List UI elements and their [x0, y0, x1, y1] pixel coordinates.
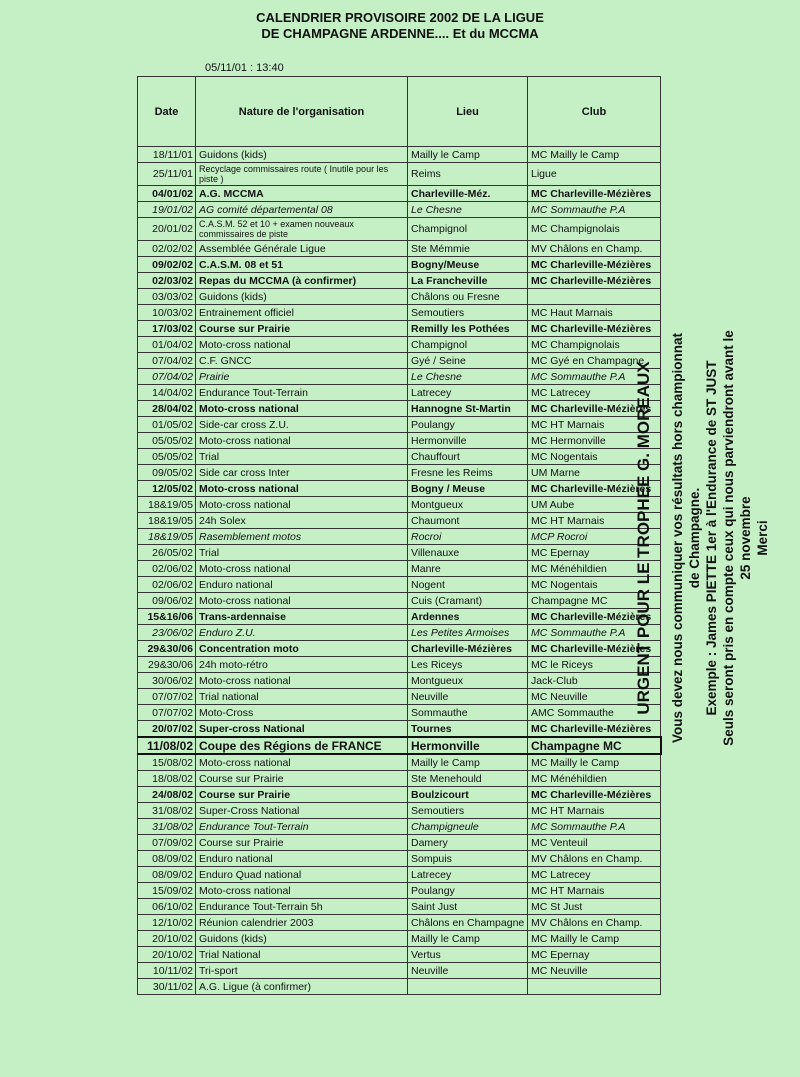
nature-cell: Enduro Quad national — [196, 867, 408, 883]
table-row — [138, 883, 661, 899]
nature-cell: Moto-cross national — [196, 401, 408, 417]
table-row — [138, 803, 661, 819]
nature-cell: C.F. GNCC — [196, 353, 408, 369]
date-cell: 01/04/02 — [138, 337, 196, 353]
table-row — [138, 481, 661, 497]
nature-cell: Trial national — [196, 689, 408, 705]
lieu-cell: Tournes — [408, 721, 528, 738]
nature-cell: Course sur Prairie — [196, 835, 408, 851]
club-cell: MC Sommauthe P.A — [528, 625, 661, 641]
table-row — [138, 353, 661, 369]
table-row — [138, 289, 661, 305]
header-club: Club — [528, 77, 661, 147]
date-cell: 06/10/02 — [138, 899, 196, 915]
date-cell: 10/03/02 — [138, 305, 196, 321]
nature-cell: Moto-cross national — [196, 754, 408, 771]
lieu-cell: Manre — [408, 561, 528, 577]
nature-cell: Recyclage commissaires route ( Inutile pour les piste ) — [196, 163, 408, 186]
nature-cell: Moto-cross national — [196, 433, 408, 449]
lieu-cell: Charleville-Mézières — [408, 641, 528, 657]
table-row — [138, 593, 661, 609]
calendar-table — [137, 76, 662, 995]
lieu-cell: Chauffourt — [408, 449, 528, 465]
header-row — [138, 77, 661, 147]
nature-cell: Course sur Prairie — [196, 787, 408, 803]
lieu-cell: Bogny/Meuse — [408, 257, 528, 273]
table-row — [138, 147, 661, 163]
club-cell: MC Epernay — [528, 947, 661, 963]
date-cell: 29&30/06 — [138, 641, 196, 657]
table-row — [138, 963, 661, 979]
date-cell: 07/07/02 — [138, 705, 196, 721]
nature-cell: Trial — [196, 545, 408, 561]
table-row — [138, 979, 661, 995]
lieu-cell: Hermonville — [408, 433, 528, 449]
nature-cell: AG comité départemental 08 — [196, 202, 408, 218]
date-cell: 03/03/02 — [138, 289, 196, 305]
lieu-cell: Hermonville — [408, 737, 528, 754]
lieu-cell: Cuis (Cramant) — [408, 593, 528, 609]
table-row — [138, 851, 661, 867]
nature-cell: Super-cross National — [196, 721, 408, 738]
club-cell: MC Sommauthe P.A — [528, 369, 661, 385]
table-row — [138, 819, 661, 835]
table-row — [138, 754, 661, 771]
nature-cell: Moto-cross national — [196, 593, 408, 609]
lieu-cell: Montgueux — [408, 497, 528, 513]
club-cell: MC Hermonville — [528, 433, 661, 449]
nature-cell: Tri-sport — [196, 963, 408, 979]
date-cell: 04/01/02 — [138, 186, 196, 202]
timestamp: 05/11/01 : 13:40 — [205, 62, 284, 74]
table-row — [138, 385, 661, 401]
nature-cell: Enduro national — [196, 577, 408, 593]
lieu-cell: Fresne les Reims — [408, 465, 528, 481]
lieu-cell: Sommauthe — [408, 705, 528, 721]
lieu-cell: Champigneule — [408, 819, 528, 835]
club-cell: MC HT Marnais — [528, 417, 661, 433]
title-line-2: DE CHAMPAGNE ARDENNE.... Et du MCCMA — [261, 26, 539, 41]
lieu-cell: Ardennes — [408, 609, 528, 625]
table-row — [138, 577, 661, 593]
club-cell: MC Nogentais — [528, 577, 661, 593]
club-cell — [528, 289, 661, 305]
club-cell: Ligue — [528, 163, 661, 186]
lieu-cell: Damery — [408, 835, 528, 851]
urgent-heading: URGENT POUR LE TROPHEE G. MOREAUX — [634, 361, 653, 715]
nature-cell: Moto-cross national — [196, 337, 408, 353]
club-cell: MC Mailly le Camp — [528, 754, 661, 771]
lieu-cell — [408, 979, 528, 995]
nature-cell: Moto-cross national — [196, 561, 408, 577]
date-cell: 15/09/02 — [138, 883, 196, 899]
table-row — [138, 529, 661, 545]
lieu-cell: Villenauxe — [408, 545, 528, 561]
nature-cell: Enduro national — [196, 851, 408, 867]
club-cell: MC Neuville — [528, 689, 661, 705]
club-cell: MC HT Marnais — [528, 883, 661, 899]
lieu-cell: Mailly le Camp — [408, 931, 528, 947]
nature-cell: Trial National — [196, 947, 408, 963]
club-cell: MC le Riceys — [528, 657, 661, 673]
lieu-cell: La Francheville — [408, 273, 528, 289]
date-cell: 18/11/01 — [138, 147, 196, 163]
header-date: Date — [138, 77, 196, 147]
club-cell: MC Charleville-Mézières — [528, 273, 661, 289]
nature-cell: Endurance Tout-Terrain 5h — [196, 899, 408, 915]
table-row — [138, 417, 661, 433]
date-cell: 09/05/02 — [138, 465, 196, 481]
side-note — [633, 328, 771, 748]
club-cell: MC Charleville-Mézières — [528, 787, 661, 803]
table-row — [138, 465, 661, 481]
club-cell: MC Charleville-Mézières — [528, 481, 661, 497]
lieu-cell: Mailly le Camp — [408, 754, 528, 771]
nature-cell: 24h Solex — [196, 513, 408, 529]
note-line-4: Merci — [755, 520, 770, 556]
date-cell: 29&30/06 — [138, 657, 196, 673]
date-cell: 18&19/05 — [138, 497, 196, 513]
lieu-cell: Gyé / Seine — [408, 353, 528, 369]
date-cell: 09/02/02 — [138, 257, 196, 273]
header-lieu: Lieu — [408, 77, 528, 147]
date-cell: 07/04/02 — [138, 369, 196, 385]
nature-cell: Course sur Prairie — [196, 321, 408, 337]
club-cell: MC Charleville-Mézières — [528, 721, 661, 738]
nature-cell: Enduro Z.U. — [196, 625, 408, 641]
club-cell: MC Champignolais — [528, 218, 661, 241]
nature-cell: 24h moto-rétro — [196, 657, 408, 673]
nature-cell: Moto-Cross — [196, 705, 408, 721]
nature-cell: Trial — [196, 449, 408, 465]
date-cell: 18&19/05 — [138, 513, 196, 529]
club-cell: MC Charleville-Mézières — [528, 641, 661, 657]
date-cell: 11/08/02 — [138, 737, 196, 754]
club-cell: AMC Sommauthe — [528, 705, 661, 721]
club-cell: MC Champignolais — [528, 337, 661, 353]
club-cell: MC Epernay — [528, 545, 661, 561]
lieu-cell: Montgueux — [408, 673, 528, 689]
lieu-cell: Le Chesne — [408, 369, 528, 385]
lieu-cell: Sompuis — [408, 851, 528, 867]
table-row — [138, 625, 661, 641]
club-cell: MC St Just — [528, 899, 661, 915]
table-row — [138, 657, 661, 673]
date-cell: 26/05/02 — [138, 545, 196, 561]
nature-cell: Coupe des Régions de FRANCE — [196, 737, 408, 754]
date-cell: 20/07/02 — [138, 721, 196, 738]
table-row — [138, 202, 661, 218]
nature-cell: Repas du MCCMA (à confirmer) — [196, 273, 408, 289]
nature-cell: Prairie — [196, 369, 408, 385]
nature-cell: Guidons (kids) — [196, 289, 408, 305]
club-cell — [528, 979, 661, 995]
nature-cell: Guidons (kids) — [196, 931, 408, 947]
lieu-cell: Châlons en Champagne — [408, 915, 528, 931]
date-cell: 02/06/02 — [138, 561, 196, 577]
nature-cell: C.A.S.M. 52 et 10 + examen nouveaux commissaires de piste — [196, 218, 408, 241]
table-row — [138, 915, 661, 931]
date-cell: 07/04/02 — [138, 353, 196, 369]
table-row — [138, 401, 661, 417]
club-cell: MV Châlons en Champ. — [528, 241, 661, 257]
table-row — [138, 257, 661, 273]
nature-cell: Super-Cross National — [196, 803, 408, 819]
club-cell: MC Venteuil — [528, 835, 661, 851]
table-row — [138, 369, 661, 385]
lieu-cell: Le Chesne — [408, 202, 528, 218]
date-cell: 15&16/06 — [138, 609, 196, 625]
nature-cell: Réunion calendrier 2003 — [196, 915, 408, 931]
table-row — [138, 321, 661, 337]
club-cell: UM Marne — [528, 465, 661, 481]
date-cell: 05/05/02 — [138, 449, 196, 465]
date-cell: 09/06/02 — [138, 593, 196, 609]
club-cell: MC Ménéhildien — [528, 561, 661, 577]
date-cell: 24/08/02 — [138, 787, 196, 803]
lieu-cell: Bogny / Meuse — [408, 481, 528, 497]
club-cell: MV Châlons en Champ. — [528, 851, 661, 867]
date-cell: 23/06/02 — [138, 625, 196, 641]
title-line-1: CALENDRIER PROVISOIRE 2002 DE LA LIGUE — [256, 10, 544, 25]
nature-cell: Moto-cross national — [196, 481, 408, 497]
lieu-cell: Poulangy — [408, 417, 528, 433]
club-cell: MC Charleville-Mézières — [528, 321, 661, 337]
club-cell: MC HT Marnais — [528, 513, 661, 529]
club-cell: MC Sommauthe P.A — [528, 202, 661, 218]
table-row — [138, 513, 661, 529]
date-cell: 19/01/02 — [138, 202, 196, 218]
nature-cell: Course sur Prairie — [196, 771, 408, 787]
club-cell: Champagne MC — [528, 737, 661, 754]
date-cell: 18&19/05 — [138, 529, 196, 545]
club-cell: MV Châlons en Champ. — [528, 915, 661, 931]
club-cell: MC Haut Marnais — [528, 305, 661, 321]
date-cell: 20/10/02 — [138, 931, 196, 947]
lieu-cell: Ste Mémmie — [408, 241, 528, 257]
club-cell: MC Neuville — [528, 963, 661, 979]
lieu-cell: Champignol — [408, 337, 528, 353]
table-row — [138, 721, 661, 738]
table-row — [138, 609, 661, 625]
lieu-cell: Neuville — [408, 963, 528, 979]
date-cell: 07/07/02 — [138, 689, 196, 705]
table-row — [138, 737, 661, 754]
table-row — [138, 218, 661, 241]
nature-cell: C.A.S.M. 08 et 51 — [196, 257, 408, 273]
club-cell: MC Latrecey — [528, 385, 661, 401]
club-cell: UM Aube — [528, 497, 661, 513]
date-cell: 14/04/02 — [138, 385, 196, 401]
lieu-cell: Les Riceys — [408, 657, 528, 673]
club-cell: MC Charleville-Mézières — [528, 609, 661, 625]
club-cell: MC Latrecey — [528, 867, 661, 883]
date-cell: 31/08/02 — [138, 803, 196, 819]
lieu-cell: Les Petites Armoises — [408, 625, 528, 641]
lieu-cell: Nogent — [408, 577, 528, 593]
date-cell: 12/10/02 — [138, 915, 196, 931]
lieu-cell: Mailly le Camp — [408, 147, 528, 163]
nature-cell: A.G. Ligue (à confirmer) — [196, 979, 408, 995]
table-row — [138, 931, 661, 947]
date-cell: 17/03/02 — [138, 321, 196, 337]
table-row — [138, 771, 661, 787]
table-row — [138, 186, 661, 202]
club-cell: MC HT Marnais — [528, 803, 661, 819]
table-row — [138, 305, 661, 321]
nature-cell: Entrainement officiel — [196, 305, 408, 321]
table-row — [138, 867, 661, 883]
table-row — [138, 561, 661, 577]
lieu-cell: Hannogne St-Martin — [408, 401, 528, 417]
table-row — [138, 835, 661, 851]
nature-cell: Moto-cross national — [196, 673, 408, 689]
date-cell: 30/06/02 — [138, 673, 196, 689]
table-row — [138, 545, 661, 561]
table-row — [138, 449, 661, 465]
lieu-cell: Remilly les Pothées — [408, 321, 528, 337]
club-cell: MC Sommauthe P.A — [528, 819, 661, 835]
lieu-cell: Rocroi — [408, 529, 528, 545]
nature-cell: Side car cross Inter — [196, 465, 408, 481]
date-cell: 18/08/02 — [138, 771, 196, 787]
table-row — [138, 337, 661, 353]
nature-cell: Trans-ardennaise — [196, 609, 408, 625]
club-cell: MC Nogentais — [528, 449, 661, 465]
nature-cell: Moto-cross national — [196, 497, 408, 513]
lieu-cell: Semoutiers — [408, 803, 528, 819]
club-cell: Champagne MC — [528, 593, 661, 609]
date-cell: 08/09/02 — [138, 851, 196, 867]
date-cell: 12/05/02 — [138, 481, 196, 497]
nature-cell: Endurance Tout-Terrain — [196, 819, 408, 835]
lieu-cell: Châlons ou Fresne — [408, 289, 528, 305]
club-cell: MC Charleville-Mézières — [528, 257, 661, 273]
lieu-cell: Neuville — [408, 689, 528, 705]
club-cell: MC Mailly le Camp — [528, 931, 661, 947]
date-cell: 30/11/02 — [138, 979, 196, 995]
table-row — [138, 689, 661, 705]
date-cell: 20/10/02 — [138, 947, 196, 963]
club-cell: MCP Rocroi — [528, 529, 661, 545]
nature-cell: Rasemblement motos — [196, 529, 408, 545]
club-cell: MC Gyé en Champagne — [528, 353, 661, 369]
table-row — [138, 241, 661, 257]
club-cell: MC Mailly le Camp — [528, 147, 661, 163]
lieu-cell: Boulzicourt — [408, 787, 528, 803]
date-cell: 31/08/02 — [138, 819, 196, 835]
table-row — [138, 787, 661, 803]
table-row — [138, 705, 661, 721]
date-cell: 10/11/02 — [138, 963, 196, 979]
nature-cell: Side-car cross Z.U. — [196, 417, 408, 433]
date-cell: 02/03/02 — [138, 273, 196, 289]
date-cell: 02/06/02 — [138, 577, 196, 593]
table-row — [138, 899, 661, 915]
nature-cell: Endurance Tout-Terrain — [196, 385, 408, 401]
lieu-cell: Vertus — [408, 947, 528, 963]
lieu-cell: Charleville-Méz. — [408, 186, 528, 202]
nature-cell: Moto-cross national — [196, 883, 408, 899]
date-cell: 20/01/02 — [138, 218, 196, 241]
club-cell: MC Charleville-Mézières — [528, 401, 661, 417]
header-nature: Nature de l'organisation — [196, 77, 408, 147]
nature-cell: Guidons (kids) — [196, 147, 408, 163]
nature-cell: Assemblée Générale Ligue — [196, 241, 408, 257]
date-cell: 07/09/02 — [138, 835, 196, 851]
document-title — [200, 10, 600, 42]
date-cell: 05/05/02 — [138, 433, 196, 449]
club-cell: MC Charleville-Mézières — [528, 186, 661, 202]
date-cell: 25/11/01 — [138, 163, 196, 186]
lieu-cell: Latrecey — [408, 867, 528, 883]
note-line-1: Vous devez nous communiquer vos résultats hors championnat de Champagne. — [670, 332, 702, 744]
date-cell: 02/02/02 — [138, 241, 196, 257]
table-row — [138, 433, 661, 449]
nature-cell: Concentration moto — [196, 641, 408, 657]
lieu-cell: Latrecey — [408, 385, 528, 401]
club-cell: MC Ménéhildien — [528, 771, 661, 787]
table-row — [138, 673, 661, 689]
nature-cell: A.G. MCCMA — [196, 186, 408, 202]
lieu-cell: Semoutiers — [408, 305, 528, 321]
lieu-cell: Poulangy — [408, 883, 528, 899]
table-row — [138, 497, 661, 513]
table-row — [138, 273, 661, 289]
lieu-cell: Saint Just — [408, 899, 528, 915]
note-line-2: Exemple : James PIETTE 1er à l'Endurance de ST JUST — [704, 360, 719, 716]
note-line-3: Seuls seront pris en compte ceux qui nous parviendront avant le 25 novembre — [721, 330, 753, 746]
lieu-cell: Reims — [408, 163, 528, 186]
date-cell: 01/05/02 — [138, 417, 196, 433]
lieu-cell: Chaumont — [408, 513, 528, 529]
calendar-body — [138, 147, 661, 995]
table-row — [138, 163, 661, 186]
date-cell: 28/04/02 — [138, 401, 196, 417]
lieu-cell: Champignol — [408, 218, 528, 241]
date-cell: 08/09/02 — [138, 867, 196, 883]
date-cell: 15/08/02 — [138, 754, 196, 771]
table-row — [138, 947, 661, 963]
table-row — [138, 641, 661, 657]
club-cell: Jack-Club — [528, 673, 661, 689]
lieu-cell: Ste Menehould — [408, 771, 528, 787]
